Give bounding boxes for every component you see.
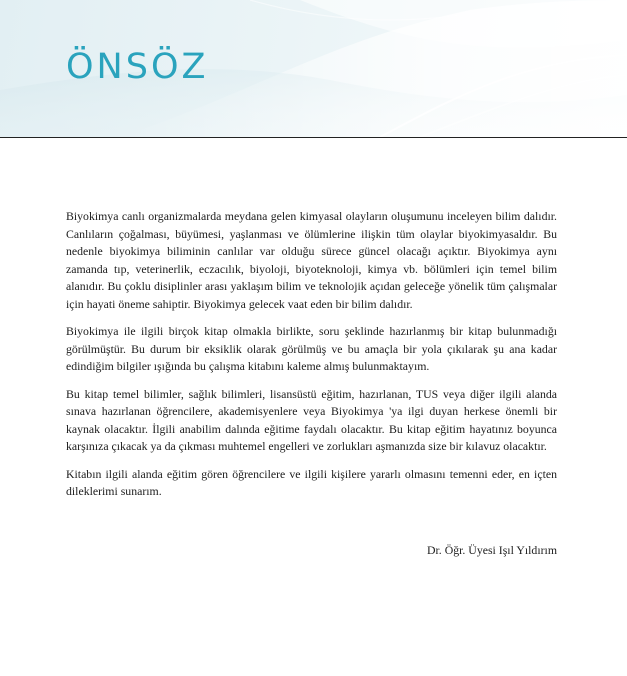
page-title: ÖNSÖZ xyxy=(66,47,209,87)
paragraph-1: Biyokimya canlı organizmalarda meydana gelen kimyasal olayların oluşumunu inceleyen bilim dalıdır. Canlıların çoğalması, büyümesi, yaşlanması ve ölümlerine ilişkin tüm olaylar biyokimyasaldır. Bu nedenle biyokimya biliminin canlılar var olduğu sürece güncel olacağı açıktır. Biyokimya aynı zamanda tıp, veterinerlik, eczacılık, biyoloji, biyoteknoloji, kimya vb. bölümleri için temel bilim alanıdır. Bu çoklu disiplinler arası yaklaşım bilim ve teknolojik açıdan geleceğe yönelik tüm çalışmalar için hayati öneme sahiptir. Biyokimya gelecek vaat eden bir bilim dalıdır. xyxy=(66,209,557,311)
paragraph-4: Kitabın ilgili alanda eğitim gören öğrencilere ve ilgili kişilere yararlı olmasını temenni eder, en içten dileklerimi sunarım. xyxy=(66,466,557,498)
author-signature: Dr. Öğr. Üyesi Işıl Yıldırım xyxy=(427,543,557,557)
header-banner xyxy=(0,0,627,137)
preface-body xyxy=(66,208,557,511)
paragraph-3: Bu kitap temel bilimler, sağlık bilimleri, lisansüstü eğitim, hazırlanan, TUS veya diğer ilgili alanda sınava hazırlanan öğrencilere, akademisyenlere veya Biyokimya 'ya ilgi duyan herkese önemli bir kaynak olacaktır. İlgili anabilim dalında eğitime faydalı olacaktır. Bu kitap eğitim hayatınız boyunca karşınıza çıkacak ya da çıkması muhtemel engelleri ve zorlukları aşmanızda size bir kılavuz olacaktır. xyxy=(66,386,557,453)
header-divider xyxy=(0,137,627,138)
paragraph-2: Biyokimya ile ilgili birçok kitap olmakla birlikte, soru şeklinde hazırlanmış bir kitap bulunmadığı görülmüştür. Bu durum bir eksiklik olarak görülmüş ve bu amaçla bir yola çıkılarak şu ana kadar edindiğim bilgiler ışığında bu çalışma kitabını kaleme almış bulunmaktayım. xyxy=(66,324,557,373)
